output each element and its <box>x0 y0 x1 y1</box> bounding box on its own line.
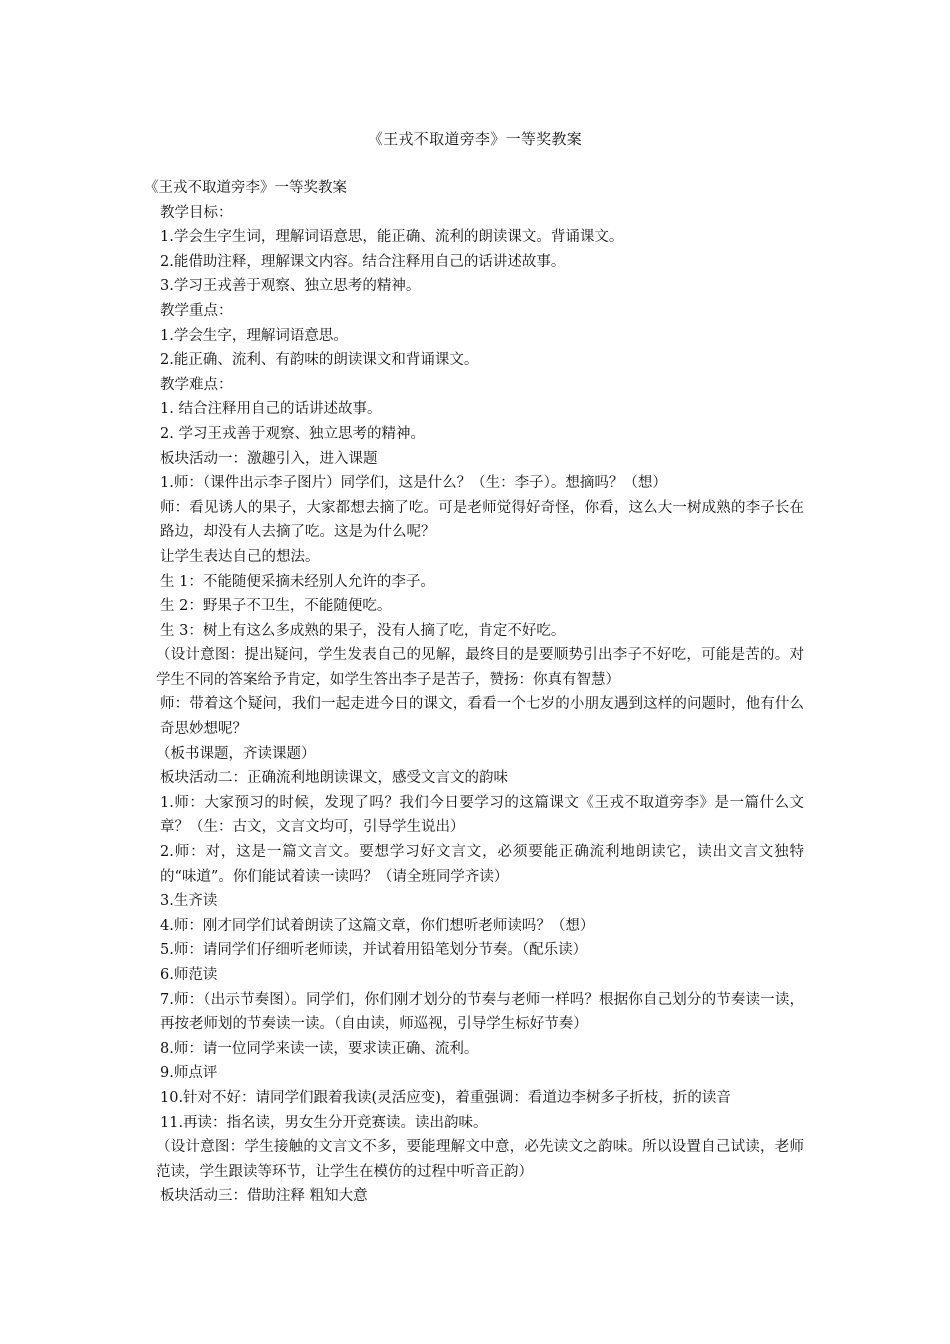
activity2-paragraph: 9.师点评 <box>160 1065 218 1082</box>
student-answer: 生 1：不能随便采摘未经别人允许的李子。 <box>160 573 435 590</box>
activity2-paragraph: 8.师：请一位同学来读一读，要求读正确、流利。 <box>160 1040 479 1057</box>
goal-item: 1.学会生字生词，理解词语意思，能正确、流利的朗读课文。背诵课文。 <box>160 229 624 246</box>
activity2-paragraph: 10.针对不好：请同学们跟着我读(灵活应变)，着重强调：看道边李树多子折枝，折的读音 <box>160 1089 731 1106</box>
design-intent-note: （设计意图：提出疑问，学生发表自己的见解，最终目的是要顺势引出李子不好吃，可能是苦的。对学生不同的答案给予肯定，如学生答出李子是苦子，赞扬：你真有智慧） <box>156 647 804 688</box>
activity2-paragraph: 4.师：刚才同学们试着朗读了这篇文章，你们想听老师读吗？（想） <box>160 917 595 934</box>
goal-item: 3.学习王戎善于观察、独立思考的精神。 <box>160 278 421 295</box>
activity2-paragraph: 11.再读：指名读，男女生分开竞赛读。读出韵味。 <box>160 1114 488 1131</box>
activity2-paragraph: 5.师：请同学们仔细听老师读，并试着用铅笔划分节奏。（配乐读） <box>160 942 588 959</box>
key-points-label: 教学重点： <box>160 302 233 319</box>
design-intent-note: （设计意图：学生接触的文言文不多，要能理解文中意，必先读文之韵味。所以设置自己试读，老师范读，学生跟读等环节，让学生在模仿的过程中听音正韵） <box>156 1139 804 1180</box>
student-answer: 生 3：树上有这么多成熟的果子，没有人摘了吃，肯定不好吃。 <box>160 622 566 639</box>
difficulties-label: 教学难点： <box>160 376 233 393</box>
activity2-paragraph: 3.生齐读 <box>160 893 218 910</box>
activity2-paragraph: 7.师：（出示节奏图）。同学们，你们刚才划分的节奏与老师一样吗？根据你自己划分的节奏读一读，再按老师划的节奏读一读。（自由读，师巡视，引导学生标好节奏） <box>160 991 804 1033</box>
difficulty-item: 1. 结合注释用自己的话讲述故事。 <box>160 401 382 418</box>
key-point-item: 1.学会生字，理解词语意思。 <box>160 327 348 344</box>
activity1-paragraph: 让学生表达自己的想法。 <box>160 548 320 565</box>
document-body <box>144 176 804 1209</box>
activity3-title: 板块活动三：借助注释 粗知大意 <box>160 1188 368 1205</box>
activity1-paragraph: （板书课题，齐读课题） <box>156 745 316 762</box>
activity1-paragraph: 师：看见诱人的果子，大家都想去摘了吃。可是老师觉得好奇怪，你看，这么大一树成熟的李子长在路边，却没有人去摘了吃。这是为什么呢？ <box>160 499 804 541</box>
activity2-paragraph: 6.师范读 <box>160 967 218 983</box>
goals-label: 教学目标： <box>160 204 233 221</box>
activity1-title: 板块活动一：激趣引入，进入课题 <box>160 450 378 467</box>
activity1-paragraph: 1.师：（课件出示李子图片）同学们，这是什么？（生：李子）。想摘吗？（想） <box>160 475 667 492</box>
student-answer: 生 2：野果子不卫生，不能随便吃。 <box>160 598 392 615</box>
goal-item: 2.能借助注释，理解课文内容。结合注释用自己的话讲述故事。 <box>160 253 566 270</box>
key-point-item: 2.能正确、流利、有韵味的朗读课文和背诵课文。 <box>160 352 479 369</box>
activity2-paragraph: 2.师：对，这是一篇文言文。要想学习好文言文，必须要能正确流利地朗读它，读出文言文独特的“味道”。你们能试着读一读吗？（请全班同学齐读） <box>160 844 804 885</box>
document-title: 《王戎不取道旁李》一等奖教案 <box>367 130 583 148</box>
activity2-paragraph: 1.师：大家预习的时候，发现了吗？我们今日要学习的这篇课文《王戎不取道旁李》是一篇什么文章？（生：古文，文言文均可，引导学生说出） <box>160 794 804 836</box>
activity2-title: 板块活动二：正确流利地朗读课文，感受文言文的韵味 <box>160 770 508 787</box>
difficulty-item: 2. 学习王戎善于观察、独立思考的精神。 <box>160 425 425 442</box>
document-heading: 《王戎不取道旁李》一等奖教案 <box>144 180 347 196</box>
activity1-paragraph: 师：带着这个疑问，我们一起走进今日的课文，看看一个七岁的小朋友遇到这样的问题时，他有什么奇思妙想呢？ <box>160 696 804 738</box>
